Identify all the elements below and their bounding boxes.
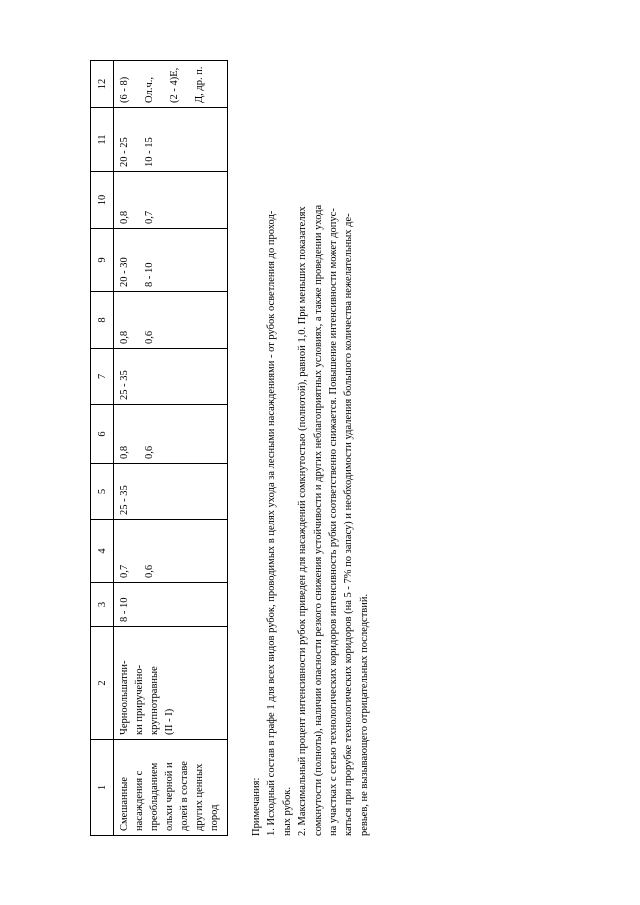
col-header-9: 9 <box>91 229 114 292</box>
cell-col-8: 0,8 0,6 <box>114 292 228 349</box>
note-2-line-4: каться при прорубке технологических коридоров (на 5 - 7% по запасу) и необходимости удаления большого количества нежелательных де- <box>343 213 355 836</box>
col-header-1: 1 <box>91 740 114 836</box>
notes-section <box>249 56 372 836</box>
cell-forest-type: Черноольшатни- ки приручейно- крупнотравные (II - I) <box>114 627 228 740</box>
col-header-4: 4 <box>91 520 114 583</box>
note-1-line-2: ных рубок. <box>281 786 293 836</box>
cell-col-9: 20 - 30 8 - 10 <box>114 229 228 292</box>
col-header-5: 5 <box>91 464 114 520</box>
col-header-6: 6 <box>91 405 114 464</box>
note-2-line-1: 2. Максимальный процент интенсивности рубок приведен для насаждений сомкнутостью (полнотой), равной 1,0. При меньших показателях <box>297 206 309 836</box>
table-row <box>114 61 228 836</box>
intensity-table <box>90 60 228 836</box>
cell-col-3: 8 - 10 <box>114 583 228 627</box>
notes-heading: Примечания: <box>251 777 262 836</box>
note-2-line-2: сомкнутости (полноты), наличии опасности резкого снижения устойчивости и других неблагоприятных условиях, а также проведении ухода <box>312 204 324 836</box>
cell-col-10: 0,8 0,7 <box>114 172 228 229</box>
col-header-8: 8 <box>91 292 114 349</box>
cell-col-11: 20 - 25 10 - 15 <box>114 108 228 172</box>
cell-col-7: 25 - 35 <box>114 349 228 405</box>
col-header-3: 3 <box>91 583 114 627</box>
note-2-line-5: ревьев, не вызывающего отрицательных последствий. <box>358 593 370 836</box>
cell-stand-type: Смешанные насаждения с преобладанием ольхи черной и долей в составе других ценных пород <box>114 740 228 836</box>
cell-composition: (6 - 8) Ол.ч., (2 - 4)Е, Д, др. п. <box>114 61 228 108</box>
note-2-line-3: на участках с сетью технологических коридоров интенсивность рубки соответственно снижается. Повышение интенсивности может допус- <box>328 208 340 836</box>
col-header-12: 12 <box>91 61 114 108</box>
cell-col-6: 0,8 0,6 <box>114 405 228 464</box>
table-header-row <box>91 61 114 836</box>
col-header-10: 10 <box>91 172 114 229</box>
note-1-line-1: 1. Исходный состав в графе 1 для всех видов рубок, проводимых в целях ухода за лесными насаждениями - от рубок осветления до проход- <box>266 210 278 836</box>
cell-col-5: 25 - 35 <box>114 464 228 520</box>
col-header-2: 2 <box>91 627 114 740</box>
col-header-7: 7 <box>91 349 114 405</box>
col-header-11: 11 <box>91 108 114 172</box>
cell-col-4: 0,7 0,6 <box>114 520 228 583</box>
